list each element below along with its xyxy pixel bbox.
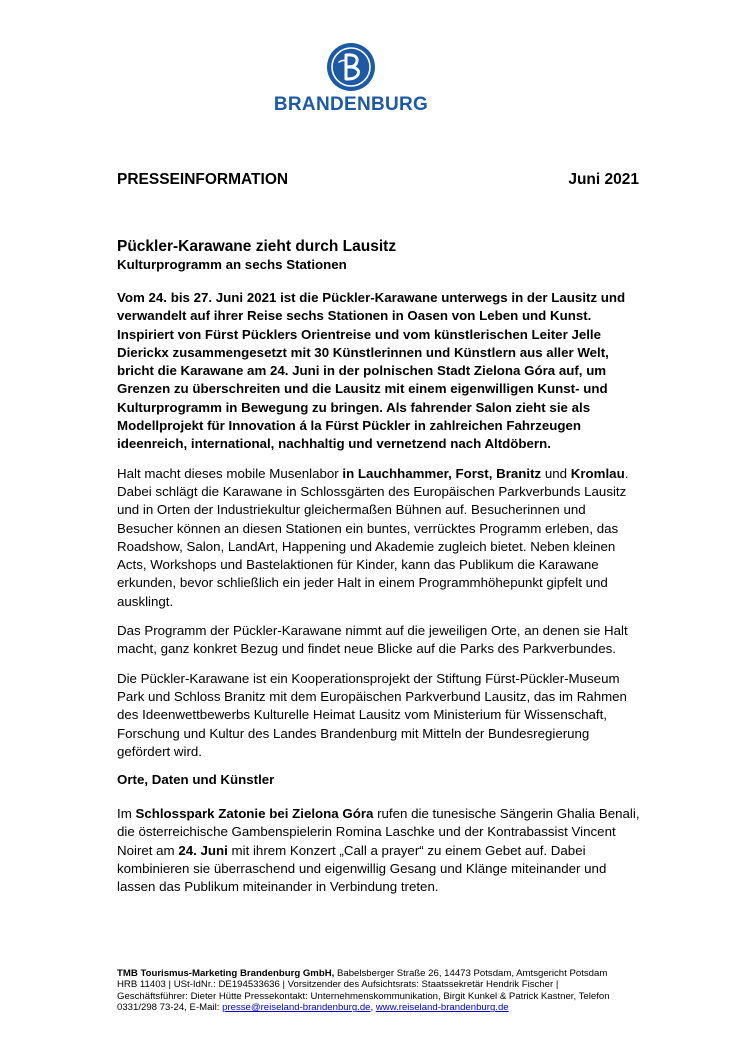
email-link[interactable]: presse@reiseland-brandenburg.de — [222, 1002, 371, 1014]
footer-text: Babelsberger Straße 26, 14473 Potsdam, Amtsgericht Potsdam HRB 11403 | USt-IdNr.: DE194533636 | Vorsitzender des Aufsichtsrats: Staatssekretär Hendrik Fischer | Geschäftsführer: Dieter Hütte Pressekontakt: Unternehmenskommunikation, Birgit Kunkel & Patrick Kastner, Telefon 0331/298 73-24, E-Mail: — [117, 968, 610, 1014]
paragraph-cooperation: Die Pückler-Karawane ist ein Kooperationsprojekt der Stiftung Fürst-Pückler-Museum Park und Schloss Branitz mit dem Europäischen Parkverbund Lausitz, das im Rahmen des Ideenwettbewerbs Kulturelle Heimat Lausitz vom Ministerium für Wissenschaft, Forschung und Kultur des Landes Brandenburg mit Mitteln der Bundesregierung gefördert wird. — [117, 670, 627, 759]
place-bold: Schlosspark Zatonie bei Zielona Góra — [135, 806, 374, 822]
paragraph-zatonie — [117, 805, 645, 896]
article-title: Pückler-Karawane zieht durch Lausitz — [117, 238, 397, 255]
date-bold: 24. Juni — [178, 842, 228, 858]
places-bold: in Lauchhammer, Forst, Branitz — [342, 465, 542, 481]
press-header — [117, 171, 639, 191]
brandenburg-logo-icon — [326, 42, 376, 92]
text-run: Halt macht dieses mobile Musenlabor — [117, 465, 343, 481]
website-link[interactable]: www.reiseland-brandenburg.de — [375, 1002, 509, 1014]
footer-separator: , — [370, 1002, 376, 1014]
text-run: . Dabei schlägt die Karawane in Schlossgärten des Europäischen Parkverbunds Lausitz und in Orten der Industriekultur gleichermaßen Bühnen auf. Besucherinnen und Besucher können an diesen Stationen ein buntes, verrücktes Programm erleben, das Roadshow, Salon, LandArt, Happening und Akademie zugleich bietet. Neben kleinen Acts, Workshops und Bastelaktionen für Kinder, kann das Publikum die Karawane erkunden, bevor schließlich ein jeder Halt in einem Programmhöhepunkt gipfelt und ausklingt. — [117, 465, 629, 609]
text-run: Im — [117, 806, 136, 822]
press-label: PRESSEINFORMATION — [117, 171, 289, 188]
section-title: Orte, Daten und Künstler — [117, 772, 275, 788]
footer-company: TMB Tourismus-Marketing Brandenburg GmbH, — [117, 968, 335, 979]
brand-logo — [270, 42, 432, 116]
article — [117, 237, 645, 908]
place-bold: Kromlau — [570, 465, 625, 481]
paragraph-program: Das Programm der Pückler-Karawane nimmt auf die jeweiligen Orte, an denen sie Halt macht, ganz konkret Bezug und findet neue Blicke auf die Parks des Parkverbundes. — [117, 623, 628, 657]
text-run: rufen die tunesische Sängerin Ghalia Benali, die österreichische Gambenspielerin Romina Laschke und der Kontrabassist Vincent Noiret am — [117, 806, 640, 858]
article-subtitle: Kulturprogramm an sechs Stationen — [117, 257, 347, 272]
footer — [117, 968, 617, 1014]
text-run: und — [541, 465, 571, 481]
brand-wordmark: BRANDENBURG — [273, 94, 429, 115]
press-date: Juni 2021 — [568, 171, 639, 188]
article-lead: Vom 24. bis 27. Juni 2021 ist die Pückler-Karawane unterwegs in der Lausitz und verwandelt auf ihrer Reise sechs Stationen in Oasen von Leben und Kunst. Inspiriert von Fürst Pücklers Orientreise und vom künstlerischen Leiter Jelle Dierickx zusammengesetzt mit 30 Künstlerinnen und Künstlern aus aller Welt, bricht die Karawane am 24. Juni in der polnischen Stadt Zielona Góra auf, um Grenzen zu überschreiten und die Lausitz mit einem eigenwilligen Kunst- und Kulturprogramm in Bewegung zu bringen. Als fahrender Salon zieht sie als Modellprojekt für Innovation á la Fürst Pückler in zahlreichen Fahrzeugen ideenreich, international, nachhaltig und vernetzend nach Altdöbern. — [117, 290, 626, 452]
text-run: mit ihrem Konzert „Call a prayer“ zu einem Gebet auf. Dabei kombinieren sie überraschend und eigenwillig Gesang und Klänge miteinander und lassen das Publikum miteinander in Verbindung treten. — [117, 842, 607, 895]
paragraph-stations — [117, 465, 645, 611]
